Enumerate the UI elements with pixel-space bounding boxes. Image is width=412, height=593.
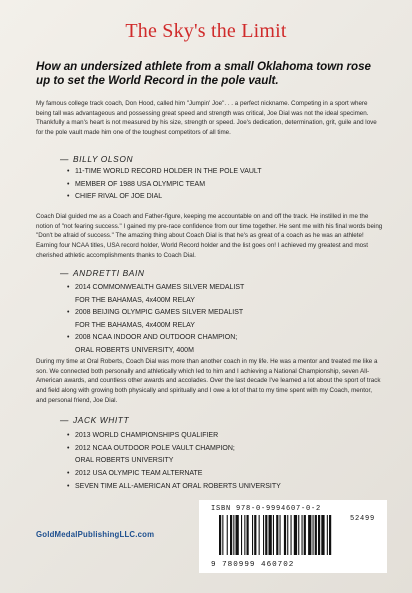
credential-line: • 2014 COMMONWEALTH GAMES SILVER MEDALIST bbox=[75, 284, 245, 291]
testimonial-author-1 bbox=[60, 154, 133, 164]
price-code: 52499 bbox=[349, 515, 375, 523]
credential-line: • 2008 NCAA INDOOR AND OUTDOOR CHAMPION; bbox=[75, 334, 238, 341]
credential-item bbox=[67, 443, 387, 468]
testimonial-text-1: My famous college track coach, Don Hood, called him "Jumpin' Joe". . . a perfect nickname. Competing in a sport where being tall was advantageous and possessing great speed and strength was critical, Joe Dial was not the ideal specimen. Thankfully a man's heart is not measured by his size, strength or speed. Joe's dedication, determination, grit, guile and love for the pole vault made him one of the toughest competitors of all time. bbox=[36, 100, 377, 137]
credentials-list-3 bbox=[67, 430, 387, 494]
isbn-label: ISBN 978-0-9994607-0-2 bbox=[211, 505, 322, 513]
testimonial-text-3: During my time at Oral Roberts, Coach Dial was more than another coach in my life. He was a mentor and treated me like a son. We connected both personally and athletically which led to him and I achieving a National Championship, seven All-American awards, and countless other awards and accolades. Over the last decade I've learned a lot about the sport of track and field along with growing both physically and spiritually and I owe a lot of that to my time spent with my Coach, mentor, and personal friend, Joe Dial. bbox=[36, 358, 381, 404]
credential-line: • SEVEN TIME ALL-AMERICAN AT ORAL ROBERTS UNIVERSITY bbox=[75, 482, 281, 490]
author-name: JACK WHITT bbox=[72, 415, 130, 425]
credential-line: FOR THE BAHAMAS, 4x400M RELAY bbox=[75, 321, 195, 329]
credential-line: • 2008 BEIJING OLYMPIC GAMES SILVER MEDALIST bbox=[75, 309, 244, 316]
credential-item bbox=[67, 468, 387, 481]
testimonial-text-2: Coach Dial guided me as a Coach and Father-figure, keeping me accountable on and off the track. He instilled in me the notion of "not fearing success." I gained my pre-race confidence from our time together. He sent me with his final words being "Don't be afraid of success." The amazing thing about Coach Dial is that he's as great of a coach as he was an athlete! Earning four NCAA titles, USA record holder, World Record holder and the list goes on! I achieved my greatest and most cherished athletic accomplishments thanks to Coach Dial. bbox=[36, 213, 383, 259]
credential-line: • MEMBER OF 1988 USA OLYMPIC TEAM bbox=[75, 180, 206, 188]
credential-item bbox=[67, 282, 387, 307]
testimonial-author-3 bbox=[60, 415, 129, 425]
author-name: BILLY OLSON bbox=[72, 154, 134, 164]
credential-line: • 2013 WORLD CHAMPIONSHIPS QUALIFIER bbox=[75, 432, 219, 439]
credential-item bbox=[67, 166, 387, 179]
book-tagline: How an undersized athlete from a small Oklahoma town rose up to set the World Record in the pole vault. bbox=[36, 60, 372, 87]
isbn-barcode bbox=[199, 500, 387, 573]
credential-item bbox=[67, 179, 387, 192]
credential-item bbox=[67, 481, 387, 494]
credential-line: • 11-TIME WORLD RECORD HOLDER IN THE POLE VAULT bbox=[75, 168, 262, 175]
book-title: The Sky's the Limit bbox=[125, 20, 287, 42]
credential-item bbox=[67, 430, 387, 443]
barcode-bars bbox=[217, 515, 373, 557]
credential-line: ORAL ROBERTS UNIVERSITY, 400M bbox=[75, 346, 194, 354]
credentials-list-2 bbox=[67, 282, 387, 357]
dash: — bbox=[60, 415, 69, 425]
credential-line: • CHIEF RIVAL OF JOE DIAL bbox=[75, 193, 163, 200]
credential-item bbox=[67, 191, 387, 204]
credentials-list-1 bbox=[67, 166, 387, 204]
credential-item bbox=[67, 307, 387, 332]
dash: — bbox=[60, 268, 69, 278]
dash: — bbox=[60, 154, 69, 164]
credential-item bbox=[67, 332, 387, 357]
credential-line: • 2012 USA OLYMPIC TEAM ALTERNATE bbox=[75, 470, 203, 478]
publisher-website-link[interactable]: GoldMedalPublishingLLC.com bbox=[36, 530, 155, 539]
author-name: ANDRETTI BAIN bbox=[72, 268, 145, 278]
barcode-digits: 9 780999 460702 bbox=[211, 561, 295, 569]
credential-line: • 2012 NCAA OUTDOOR POLE VAULT CHAMPION; bbox=[75, 444, 235, 452]
credential-line: ORAL ROBERTS UNIVERSITY bbox=[75, 457, 174, 465]
credential-line: FOR THE BAHAMAS, 4x400M RELAY bbox=[75, 296, 195, 304]
testimonial-author-2 bbox=[60, 268, 145, 278]
